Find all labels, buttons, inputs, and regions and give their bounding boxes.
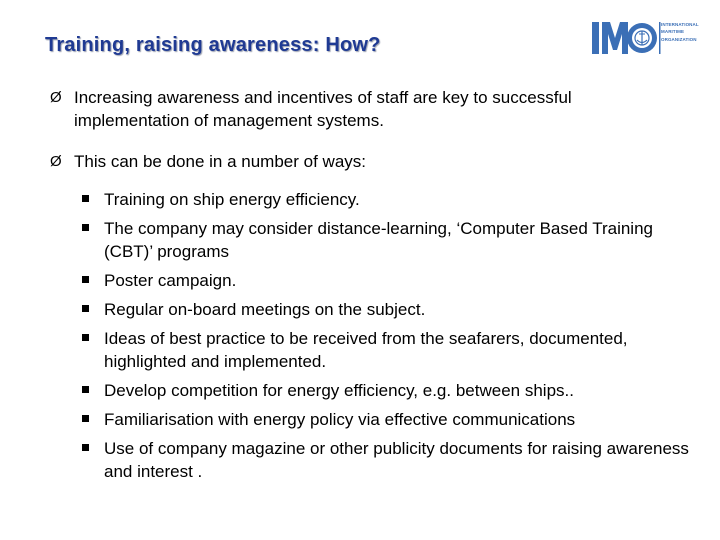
square-bullet-icon (82, 415, 89, 422)
square-bullet-icon (82, 195, 89, 202)
list-item-text: Ideas of best practice to be received from the seafarers, documented, highlighted and implemented. (104, 329, 628, 371)
square-bullet-icon (82, 224, 89, 231)
list-item-text: Develop competition for energy efficiency, e.g. between ships.. (104, 381, 574, 400)
list-item (82, 217, 702, 263)
slide-title: Training, raising awareness: How? (45, 34, 381, 56)
logo-line-2: MARITIME (661, 29, 685, 35)
arrow-bullet-icon: Ø (50, 89, 62, 106)
logo-line-3: ORGANIZATION (661, 36, 697, 42)
list-item (82, 379, 702, 402)
list-item-text: Regular on-board meetings on the subject. (104, 300, 426, 319)
list-item-text: The company may consider distance-learning, ‘Computer Based Training (CBT)’ programs (104, 219, 653, 261)
square-bullet-icon (82, 276, 89, 283)
square-bullet-icon (82, 386, 89, 393)
bullet-awareness (50, 86, 690, 132)
imo-logo-text (661, 21, 699, 43)
list-item (82, 188, 702, 211)
bullet-text: Increasing awareness and incentives of staff are key to successful implementation of management systems. (74, 88, 572, 130)
list-item (82, 298, 702, 321)
logo-line-1: INTERNATIONAL (661, 22, 699, 27)
bullet-ways (50, 150, 690, 173)
square-bullet-icon (82, 334, 89, 341)
square-bullet-icon (82, 305, 89, 312)
list-item (82, 327, 702, 373)
bullet-text: This can be done in a number of ways: (74, 152, 366, 171)
list-item (82, 437, 702, 483)
list-item-text: Familiarisation with energy policy via effective communications (104, 410, 576, 429)
ways-list (82, 188, 702, 489)
arrow-bullet-icon: Ø (50, 153, 62, 170)
list-item-text: Poster campaign. (104, 271, 237, 290)
list-item-text: Training on ship energy efficiency. (104, 190, 360, 209)
square-bullet-icon (82, 444, 89, 451)
list-item (82, 408, 702, 431)
list-item-text: Use of company magazine or other publicity documents for raising awareness and interest . (104, 439, 689, 481)
list-item (82, 269, 702, 292)
